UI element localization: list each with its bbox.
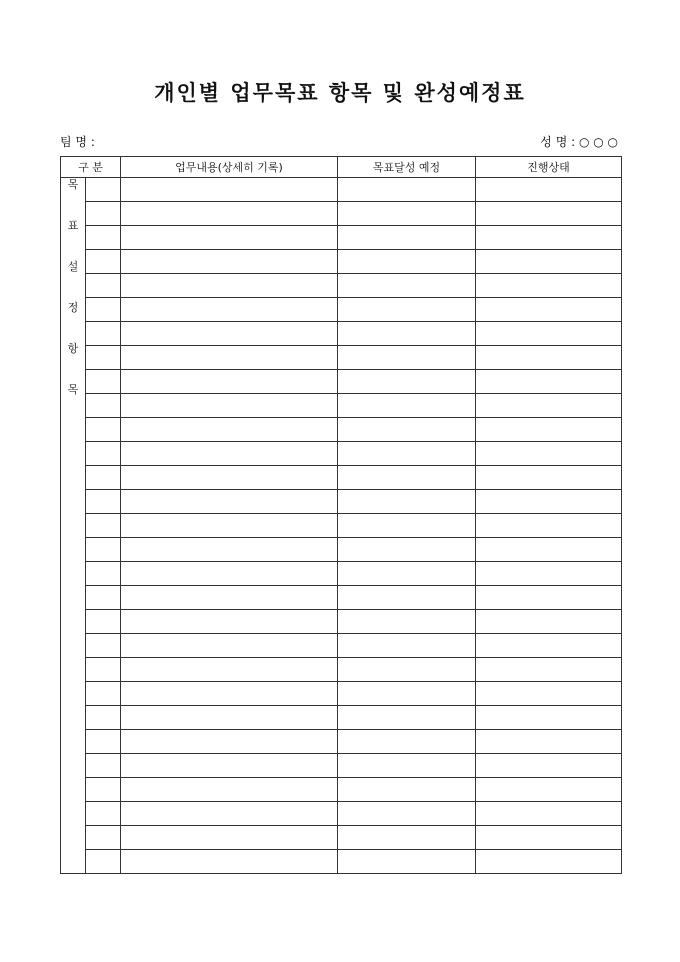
side-label-char: 항: [67, 342, 79, 355]
target-cell[interactable]: [338, 610, 476, 634]
content-cell[interactable]: [121, 322, 338, 346]
row-number-cell[interactable]: [86, 418, 121, 442]
target-cell[interactable]: [338, 298, 476, 322]
content-cell[interactable]: [121, 682, 338, 706]
status-cell[interactable]: [476, 706, 622, 730]
row-number-cell[interactable]: [86, 538, 121, 562]
side-label-char: 목: [67, 178, 79, 191]
content-cell[interactable]: [121, 658, 338, 682]
row-number-cell[interactable]: [86, 802, 121, 826]
target-cell[interactable]: [338, 322, 476, 346]
header-status: 진행상태: [476, 157, 622, 178]
status-cell[interactable]: [476, 322, 622, 346]
side-label-char: 정: [67, 301, 79, 314]
status-cell[interactable]: [476, 298, 622, 322]
target-cell[interactable]: [338, 802, 476, 826]
table-row: [61, 322, 622, 346]
row-number-cell[interactable]: [86, 274, 121, 298]
table-row: [61, 754, 622, 778]
target-cell[interactable]: [338, 562, 476, 586]
status-cell[interactable]: [476, 250, 622, 274]
row-number-cell[interactable]: [86, 706, 121, 730]
status-cell[interactable]: [476, 346, 622, 370]
header-target: 목표달성 예정: [338, 157, 476, 178]
target-cell[interactable]: [338, 754, 476, 778]
status-cell[interactable]: [476, 562, 622, 586]
table-row: [61, 370, 622, 394]
content-cell[interactable]: [121, 298, 338, 322]
content-cell[interactable]: [121, 610, 338, 634]
target-cell[interactable]: [338, 226, 476, 250]
target-cell[interactable]: [338, 442, 476, 466]
status-cell[interactable]: [476, 202, 622, 226]
header-category: 구 분: [61, 157, 121, 178]
row-number-cell[interactable]: [86, 754, 121, 778]
status-cell[interactable]: [476, 826, 622, 850]
status-cell[interactable]: [476, 850, 622, 874]
table-row: [61, 562, 622, 586]
row-number-cell[interactable]: [86, 250, 121, 274]
table-row: [61, 346, 622, 370]
table-row: [61, 706, 622, 730]
row-number-cell[interactable]: [86, 850, 121, 874]
row-number-cell[interactable]: [86, 226, 121, 250]
row-number-cell[interactable]: [86, 634, 121, 658]
content-cell[interactable]: [121, 178, 338, 202]
row-number-cell[interactable]: [86, 562, 121, 586]
target-cell[interactable]: [338, 178, 476, 202]
status-cell[interactable]: [476, 226, 622, 250]
status-cell[interactable]: [476, 730, 622, 754]
row-number-cell[interactable]: [86, 442, 121, 466]
content-cell[interactable]: [121, 562, 338, 586]
status-cell[interactable]: [476, 658, 622, 682]
row-number-cell[interactable]: [86, 298, 121, 322]
status-cell[interactable]: [476, 466, 622, 490]
row-number-cell[interactable]: [86, 370, 121, 394]
content-cell[interactable]: [121, 202, 338, 226]
target-cell[interactable]: [338, 706, 476, 730]
table-row: [61, 850, 622, 874]
table-row: [61, 586, 622, 610]
side-label-cell: [61, 178, 86, 874]
status-cell[interactable]: [476, 514, 622, 538]
status-cell[interactable]: [476, 586, 622, 610]
target-cell[interactable]: [338, 202, 476, 226]
content-cell[interactable]: [121, 538, 338, 562]
table-row: [61, 250, 622, 274]
side-label-char: 목: [67, 383, 79, 396]
row-number-cell[interactable]: [86, 658, 121, 682]
table-row: [61, 538, 622, 562]
target-cell[interactable]: [338, 658, 476, 682]
table-row: [61, 274, 622, 298]
content-cell[interactable]: [121, 706, 338, 730]
content-cell[interactable]: [121, 730, 338, 754]
status-cell[interactable]: [476, 418, 622, 442]
target-cell[interactable]: [338, 538, 476, 562]
content-cell[interactable]: [121, 826, 338, 850]
status-cell[interactable]: [476, 178, 622, 202]
row-number-cell[interactable]: [86, 466, 121, 490]
target-cell[interactable]: [338, 586, 476, 610]
content-cell[interactable]: [121, 586, 338, 610]
table-row: [61, 682, 622, 706]
content-cell[interactable]: [121, 370, 338, 394]
table-row: [61, 658, 622, 682]
table-row: [61, 634, 622, 658]
goal-table: [60, 156, 622, 874]
row-number-cell[interactable]: [86, 610, 121, 634]
row-number-cell[interactable]: [86, 682, 121, 706]
table-row: [61, 826, 622, 850]
content-cell[interactable]: [121, 274, 338, 298]
row-number-cell[interactable]: [86, 202, 121, 226]
table-row: [61, 442, 622, 466]
content-cell[interactable]: [121, 778, 338, 802]
team-name-label: 팀 명 :: [60, 135, 95, 149]
table-row: [61, 730, 622, 754]
status-cell[interactable]: [476, 442, 622, 466]
target-cell[interactable]: [338, 490, 476, 514]
target-cell[interactable]: [338, 826, 476, 850]
side-label-char: 표: [67, 219, 79, 232]
person-name-label: 성 명 : ○ ○ ○: [540, 135, 618, 149]
row-number-cell[interactable]: [86, 514, 121, 538]
status-cell[interactable]: [476, 802, 622, 826]
row-number-cell[interactable]: [86, 178, 121, 202]
table-row: [61, 178, 622, 202]
target-cell[interactable]: [338, 466, 476, 490]
target-cell[interactable]: [338, 370, 476, 394]
content-cell[interactable]: [121, 226, 338, 250]
status-cell[interactable]: [476, 394, 622, 418]
status-cell[interactable]: [476, 490, 622, 514]
target-cell[interactable]: [338, 850, 476, 874]
status-cell[interactable]: [476, 370, 622, 394]
page-title: 개인별 업무목표 항목 및 완성예정표: [154, 80, 526, 105]
table-row: [61, 778, 622, 802]
row-number-cell[interactable]: [86, 346, 121, 370]
target-cell[interactable]: [338, 682, 476, 706]
side-label-char: 설: [67, 260, 79, 273]
status-cell[interactable]: [476, 634, 622, 658]
row-number-cell[interactable]: [86, 730, 121, 754]
status-cell[interactable]: [476, 538, 622, 562]
row-number-cell[interactable]: [86, 322, 121, 346]
target-cell[interactable]: [338, 418, 476, 442]
table-header-row: [61, 157, 622, 178]
status-cell[interactable]: [476, 778, 622, 802]
content-cell[interactable]: [121, 418, 338, 442]
target-cell[interactable]: [338, 250, 476, 274]
table-row: [61, 418, 622, 442]
row-number-cell[interactable]: [86, 394, 121, 418]
row-number-cell[interactable]: [86, 826, 121, 850]
content-cell[interactable]: [121, 850, 338, 874]
table-row: [61, 802, 622, 826]
table-row: [61, 298, 622, 322]
content-cell[interactable]: [121, 754, 338, 778]
content-cell[interactable]: [121, 466, 338, 490]
header-content: 업무내용(상세히 기록): [121, 157, 338, 178]
content-cell[interactable]: [121, 250, 338, 274]
status-cell[interactable]: [476, 610, 622, 634]
table-row: [61, 514, 622, 538]
table-row: [61, 394, 622, 418]
target-cell[interactable]: [338, 778, 476, 802]
content-cell[interactable]: [121, 514, 338, 538]
table-row: [61, 202, 622, 226]
row-number-cell[interactable]: [86, 778, 121, 802]
status-cell[interactable]: [476, 682, 622, 706]
content-cell[interactable]: [121, 394, 338, 418]
target-cell[interactable]: [338, 634, 476, 658]
table-row: [61, 610, 622, 634]
target-cell[interactable]: [338, 274, 476, 298]
target-cell[interactable]: [338, 730, 476, 754]
table-row: [61, 226, 622, 250]
target-cell[interactable]: [338, 346, 476, 370]
table-row: [61, 490, 622, 514]
content-cell[interactable]: [121, 490, 338, 514]
status-cell[interactable]: [476, 274, 622, 298]
row-number-cell[interactable]: [86, 490, 121, 514]
target-cell[interactable]: [338, 514, 476, 538]
target-cell[interactable]: [338, 394, 476, 418]
content-cell[interactable]: [121, 634, 338, 658]
content-cell[interactable]: [121, 802, 338, 826]
content-cell[interactable]: [121, 442, 338, 466]
content-cell[interactable]: [121, 346, 338, 370]
table-row: [61, 466, 622, 490]
row-number-cell[interactable]: [86, 586, 121, 610]
status-cell[interactable]: [476, 754, 622, 778]
